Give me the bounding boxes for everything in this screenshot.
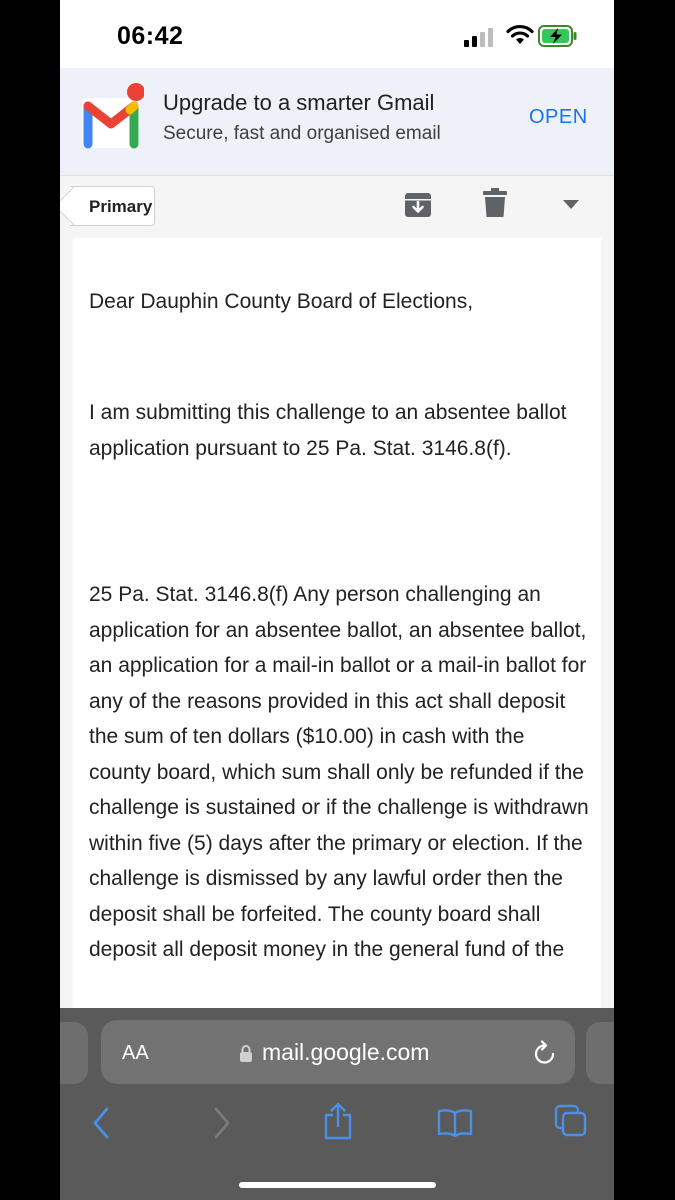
open-app-button[interactable]: OPEN [529, 106, 588, 128]
primary-label-text: Primary [89, 197, 153, 216]
more-options-chevron-down-icon[interactable] [563, 200, 579, 210]
email-paragraph: Dear Dauphin County Board of Elections, [89, 290, 474, 313]
email-paragraph: 25 Pa. Stat. 3146.8(f) Any person challenging an application for an absentee ballot, an absentee ballot, an application for a mail-in ballot or a mail-in ballot for any of the reasons provided in this act shall deposit the sum of ten dollars ($10.00) in cash with the county board, which sum shall only be refunded if the challenge is sustained or if the challenge is withdrawn within five (5) days after the primary or election. If the challenge is dismissed by any lawful order then the deposit shall be forfeited. The county board shall deposit all deposit money in the general fund of the [89, 583, 589, 961]
email-toolbar [60, 175, 614, 239]
email-body-left-margin [60, 238, 73, 1013]
url-text[interactable]: mail.google.com [262, 1039, 430, 1065]
banner-title: Upgrade to a smarter Gmail [163, 90, 435, 115]
delete-icon[interactable] [483, 188, 507, 218]
battery-charging-icon [538, 25, 578, 47]
cellular-signal-icon [464, 27, 496, 47]
banner-subtitle: Secure, fast and organised email [163, 123, 441, 144]
address-bar[interactable] [101, 1020, 575, 1084]
share-icon[interactable] [323, 1102, 353, 1140]
primary-label-tag[interactable] [70, 186, 155, 226]
upgrade-banner [60, 68, 614, 175]
gmail-logo-icon [80, 80, 144, 150]
archive-icon[interactable] [404, 191, 432, 219]
back-icon[interactable] [91, 1106, 111, 1140]
email-paragraph: I am submitting this challenge to an absentee ballot application pursuant to 25 Pa. Stat. 3146.8(f). [89, 401, 567, 460]
email-body-right-margin [601, 238, 614, 1013]
status-bar [60, 0, 614, 68]
next-tab-peek[interactable] [586, 1022, 614, 1084]
browser-nav-row [60, 1098, 614, 1148]
previous-tab-peek[interactable] [60, 1022, 88, 1084]
reload-icon[interactable] [533, 1040, 557, 1066]
safari-bottom-toolbar [60, 1008, 614, 1200]
wifi-icon [506, 24, 534, 46]
tabs-icon[interactable] [554, 1104, 588, 1138]
lock-icon [239, 1044, 253, 1062]
status-time: 06:42 [117, 22, 184, 50]
email-body [73, 238, 601, 1013]
phone-screen [60, 0, 614, 1200]
forward-icon[interactable] [212, 1106, 232, 1140]
home-indicator[interactable] [239, 1182, 436, 1188]
text-size-button[interactable]: AA [122, 1042, 149, 1064]
bookmarks-icon[interactable] [437, 1108, 473, 1138]
